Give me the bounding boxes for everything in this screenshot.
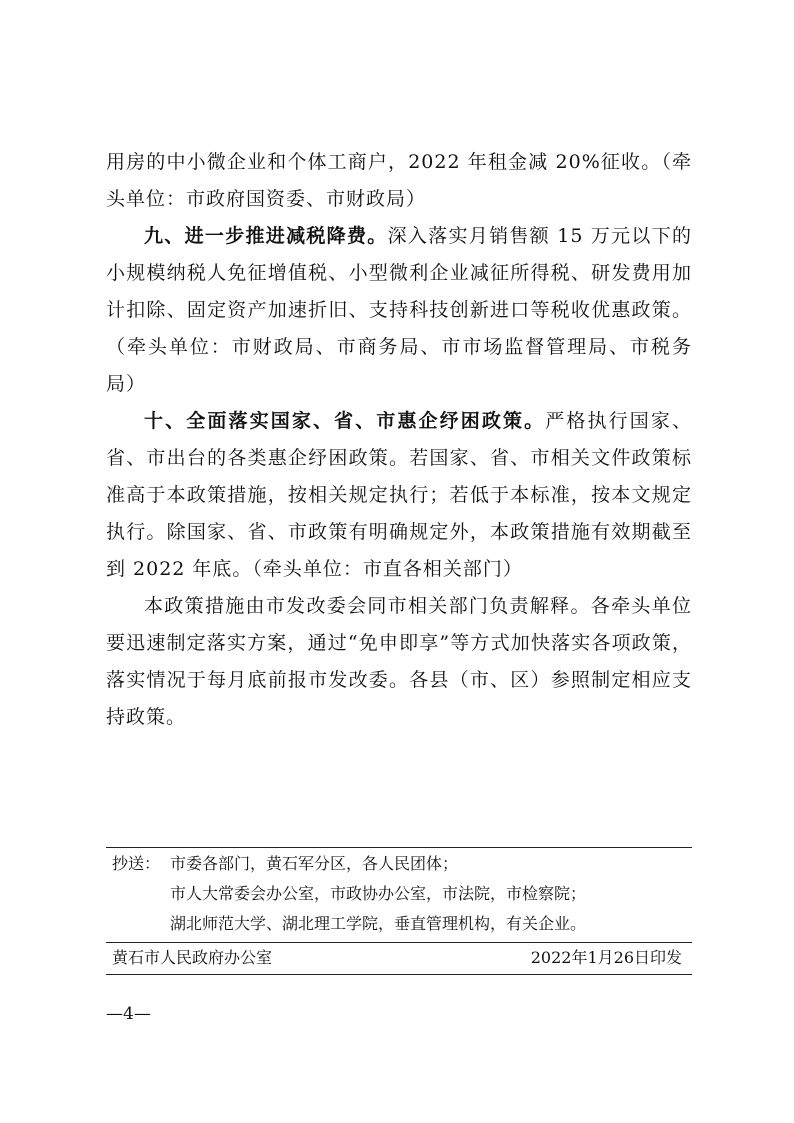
cc-recipients-1: 市委各部门，黄石军分区，各人民团体； <box>170 854 459 873</box>
cc-line-1 <box>106 849 692 879</box>
paragraph-item-9 <box>106 218 692 403</box>
cc-block <box>106 847 692 943</box>
item-9-text: 深入落实月销售额 15 万元以下的小规模纳税人免征增值税、小型微利企业减征所得税、研发费用加计扣除、固定资产加速折旧、支持科技创新进口等税收优惠政策。（牵头单位：市财政局、市商务局、市市场监督管理局、市税务局） <box>106 225 692 395</box>
cc-line-2 <box>106 879 692 909</box>
cc-recipients-2: 市人大常委会办公室，市政协办公室，市法院，市检察院； <box>170 884 587 903</box>
document-body <box>106 144 692 736</box>
issuer-name: 黄石市人民政府办公室 <box>112 948 273 967</box>
cc-line-3 <box>106 909 692 939</box>
item-10-text: 严格执行国家、省、市出台的各类惠企纾困政策。若国家、省、市相关文件政策标准高于本政策措施，按相关规定执行；若低于本标准，按本文规定执行。除国家、省、市政策有明确规定外，本政策措施有效期截至到 2022 年底。（牵头单位：市直各相关部门） <box>106 410 692 580</box>
issue-date: 2022年1月26日印发 <box>530 948 682 967</box>
paragraph-item-10 <box>106 403 692 588</box>
paragraph-continued: 用房的中小微企业和个体工商户，2022 年租金减 20%征收。（牵头单位：市政府国资委、市财政局） <box>106 151 692 210</box>
paragraph-closing: 本政策措施由市发改委会同市相关部门负责解释。各牵头单位要迅速制定落实方案，通过“免申即享”等方式加快落实各项政策，落实情况于每月底前报市发改委。各县（市、区）参照制定相应支持政策。 <box>106 595 692 728</box>
cc-label: 抄送： <box>112 854 161 873</box>
issuer-row <box>106 942 692 975</box>
page-number: —4— <box>106 1004 151 1024</box>
cc-recipients-3: 湖北师范大学、湖北理工学院，垂直管理机构，有关企业。 <box>170 914 587 933</box>
item-9-heading: 九、进一步推进减税降费。 <box>144 225 388 247</box>
item-10-heading: 十、全面落实国家、省、市惠企纾困政策。 <box>144 410 546 432</box>
